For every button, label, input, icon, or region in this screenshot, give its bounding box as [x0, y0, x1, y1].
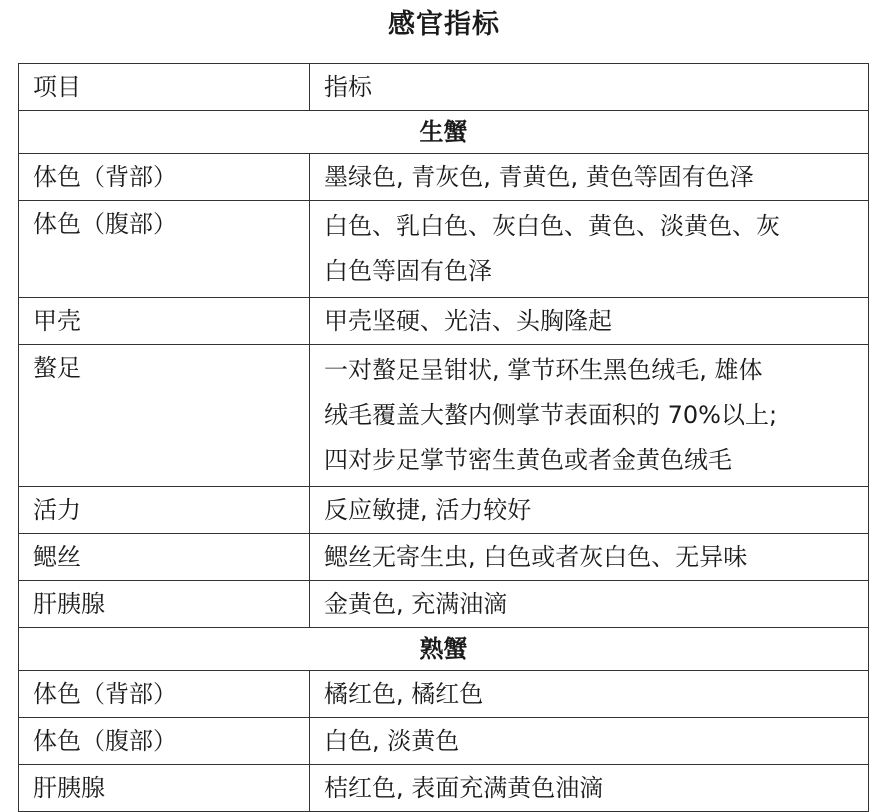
row-item: 体色（腹部） [19, 201, 310, 298]
indicator-line: 白色等固有色泽 [324, 257, 492, 285]
row-indicator [310, 487, 869, 534]
row-item: 甲壳 [19, 298, 310, 345]
row-indicator [310, 581, 869, 628]
row-indicator [310, 718, 869, 765]
row-indicator [310, 345, 869, 487]
table-title: 感官指标 [388, 9, 500, 40]
indicator-line: 墨绿色, 青灰色, 青黄色, 黄色等固有色泽 [324, 163, 754, 191]
table-row [19, 487, 869, 534]
table-row [19, 201, 869, 298]
indicator-line: 绒毛覆盖大螯内侧掌节表面积的 70%以上; [324, 401, 778, 429]
table-header-row [19, 64, 869, 111]
row-indicator [310, 201, 869, 298]
section-row-raw-crab [19, 111, 869, 154]
table-row [19, 581, 869, 628]
row-indicator [310, 765, 869, 812]
table-row [19, 765, 869, 812]
row-indicator [310, 534, 869, 581]
indicator-line: 橘红色, 橘红色 [324, 680, 484, 708]
indicator-line: 甲壳坚硬、光洁、头胸隆起 [324, 307, 612, 335]
section-title: 熟蟹 [19, 628, 869, 671]
table-row [19, 345, 869, 487]
row-indicator [310, 671, 869, 718]
indicator-line: 白色, 淡黄色 [324, 727, 460, 755]
row-item: 体色（腹部） [19, 718, 310, 765]
row-item: 鳃丝 [19, 534, 310, 581]
indicator-line: 鳃丝无寄生虫, 白色或者灰白色、无异味 [324, 543, 748, 571]
indicator-line: 四对步足掌节密生黄色或者金黄色绒毛 [324, 446, 732, 474]
table-row [19, 534, 869, 581]
indicator-line: 金黄色, 充满油滴 [324, 590, 508, 618]
table-row [19, 671, 869, 718]
table-row [19, 718, 869, 765]
row-item: 体色（背部） [19, 154, 310, 201]
section-row-cooked-crab [19, 628, 869, 671]
header-indicator: 指标 [310, 64, 869, 111]
row-indicator [310, 154, 869, 201]
row-indicator [310, 298, 869, 345]
header-item: 项目 [19, 64, 310, 111]
indicator-line: 一对螯足呈钳状, 掌节环生黑色绒毛, 雄体 [324, 356, 763, 384]
section-title: 生蟹 [19, 111, 869, 154]
row-item: 活力 [19, 487, 310, 534]
table-row [19, 154, 869, 201]
row-item: 肝胰腺 [19, 765, 310, 812]
row-item: 螯足 [19, 345, 310, 487]
indicator-line: 反应敏捷, 活力较好 [324, 496, 532, 524]
row-item: 肝胰腺 [19, 581, 310, 628]
indicator-line: 桔红色, 表面充满黄色油滴 [324, 774, 604, 802]
indicator-line: 白色、乳白色、灰白色、黄色、淡黄色、灰 [324, 212, 780, 240]
sensory-indicator-table [18, 63, 869, 812]
row-item: 体色（背部） [19, 671, 310, 718]
table-row [19, 298, 869, 345]
